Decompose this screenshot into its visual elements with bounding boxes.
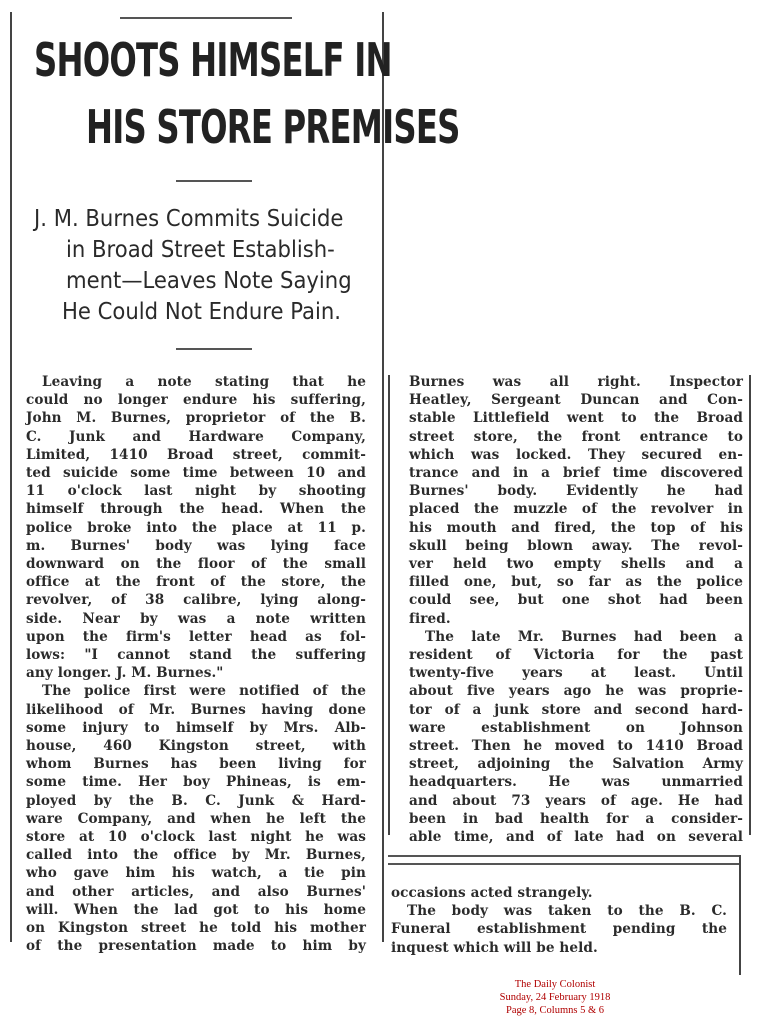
text-line: Burnes was all right. Inspector: [409, 374, 743, 390]
column-border-lower-right: [739, 855, 741, 975]
text-line: police broke into the place at 11 p.: [26, 519, 366, 536]
text-line: could no longer endure his suffering,: [26, 392, 366, 409]
text-line: side. Near by was a note written: [26, 610, 366, 627]
deck-line: J. M. Burnes Commits Suicide: [34, 206, 344, 232]
text-line: whom Burnes has been living for: [26, 756, 366, 773]
text-line: and about 73 years of age. He had: [409, 792, 743, 809]
column-border-col2-left: [388, 375, 390, 835]
headline-line-1: SHOOTS HIMSELF IN: [34, 33, 392, 87]
text-line: The body was taken to the B. C.: [407, 903, 727, 920]
article-column-1: [26, 373, 366, 956]
text-line: some time. Her boy Phineas, is em-: [26, 774, 366, 791]
text-line: about five years ago he was proprie-: [409, 683, 743, 700]
source-caption: [480, 978, 630, 1017]
text-line: himself through the head. When the: [26, 501, 366, 518]
headline-line-2: HIS STORE PREMISES: [86, 100, 460, 154]
headline-divider: [176, 180, 252, 182]
text-line: will. When the lad got to his home: [26, 901, 366, 918]
text-line: Burnes' body. Evidently he had: [409, 483, 743, 500]
text-line: trance and in a brief time discovered: [409, 465, 743, 482]
text-line: street, adjoining the Salvation Army: [409, 756, 743, 773]
text-line: his mouth and fired, the top of his: [409, 519, 743, 536]
caption-line: The Daily Colonist: [514, 979, 596, 990]
text-line: called into the office by Mr. Burnes,: [26, 847, 366, 864]
text-line: able time, and of late had on several: [409, 829, 743, 846]
text-line: ployed by the B. C. Junk & Hard-: [26, 792, 366, 809]
text-line: street store, the front entrance to: [409, 428, 743, 445]
text-line: and other articles, and also Burnes': [26, 883, 366, 900]
text-line: Leaving a note stating that he: [42, 374, 366, 390]
text-line: tor of a junk store and second hard-: [409, 701, 743, 718]
text-line: office at the front of the store, the: [26, 574, 366, 591]
text-line: likelihood of Mr. Burnes having done: [26, 701, 366, 718]
text-line: house, 460 Kingston street, with: [26, 738, 366, 755]
text-line: fired.: [409, 610, 451, 627]
text-line: John M. Burnes, proprietor of the B.: [26, 410, 366, 427]
text-line: twenty-five years at least. Until: [409, 665, 743, 682]
text-line: some injury to himself by Mrs. Alb-: [26, 719, 366, 736]
top-rule: [120, 17, 292, 19]
text-line: any longer. J. M. Burnes.": [26, 665, 224, 682]
text-line: inquest which will be held.: [391, 939, 598, 956]
text-line: could see, but one shot had been: [409, 592, 743, 609]
article-column-2: [409, 373, 743, 846]
text-line: occasions acted strangely.: [391, 885, 593, 901]
deck-divider: [176, 348, 252, 350]
text-line: The late Mr. Burnes had been a: [425, 628, 743, 645]
text-line: m. Burnes' body was lying face: [26, 537, 366, 554]
text-line: lows: "I cannot stand the suffering: [26, 647, 366, 664]
text-line: ver held two empty shells and a: [409, 556, 743, 573]
text-line: Heatley, Sergeant Duncan and Con-: [409, 392, 743, 409]
text-line: headquarters. He was unmarried: [409, 774, 743, 791]
caption-line: Sunday, 24 February 1918: [499, 992, 611, 1003]
text-line: store at 10 o'clock last night he was: [26, 829, 366, 846]
text-line: street. Then he moved to 1410 Broad: [409, 738, 743, 755]
deck-line: ment—Leaves Note Saying: [66, 268, 352, 294]
text-line: skull being blown away. The revol-: [409, 537, 743, 554]
text-line: filled one, but, so far as the police: [409, 574, 743, 591]
text-line: C. Junk and Hardware Company,: [26, 428, 366, 445]
text-line: resident of Victoria for the past: [409, 647, 743, 664]
text-line: 11 o'clock last night by shooting: [26, 483, 366, 500]
text-line: Limited, 1410 Broad street, commit-: [26, 446, 366, 463]
text-line: stable Littlefield went to the Broad: [409, 410, 743, 427]
caption-line: Page 8, Columns 5 & 6: [505, 1005, 604, 1016]
text-line: been in bad health for a consider-: [409, 810, 743, 827]
text-line: downward on the floor of the small: [26, 556, 366, 573]
text-line: upon the firm's letter head as fol-: [26, 628, 366, 645]
text-line: The police first were notified of the: [42, 683, 366, 700]
text-line: ware establishment on Johnson: [409, 719, 743, 736]
text-line: which was locked. They secured en-: [409, 446, 743, 463]
text-line: who gave him his watch, a tie pin: [26, 865, 366, 882]
column-border-right: [749, 375, 751, 835]
double-rule-separator: [388, 855, 740, 865]
text-line: of the presentation made to him by: [26, 938, 366, 955]
text-line: on Kingston street he told his mother: [26, 920, 366, 937]
column-border-left: [10, 12, 12, 942]
text-line: revolver, of 38 calibre, lying along-: [26, 592, 366, 609]
text-line: ted suicide some time between 10 and: [26, 465, 366, 482]
text-line: Funeral establishment pending the: [391, 921, 727, 938]
text-line: placed the muzzle of the revolver in: [409, 501, 743, 518]
text-line: ware Company, and when he left the: [26, 810, 366, 827]
deck-line: He Could Not Endure Pain.: [62, 299, 342, 325]
article-column-3: [391, 884, 727, 957]
deck-line: in Broad Street Establish-: [66, 237, 335, 263]
